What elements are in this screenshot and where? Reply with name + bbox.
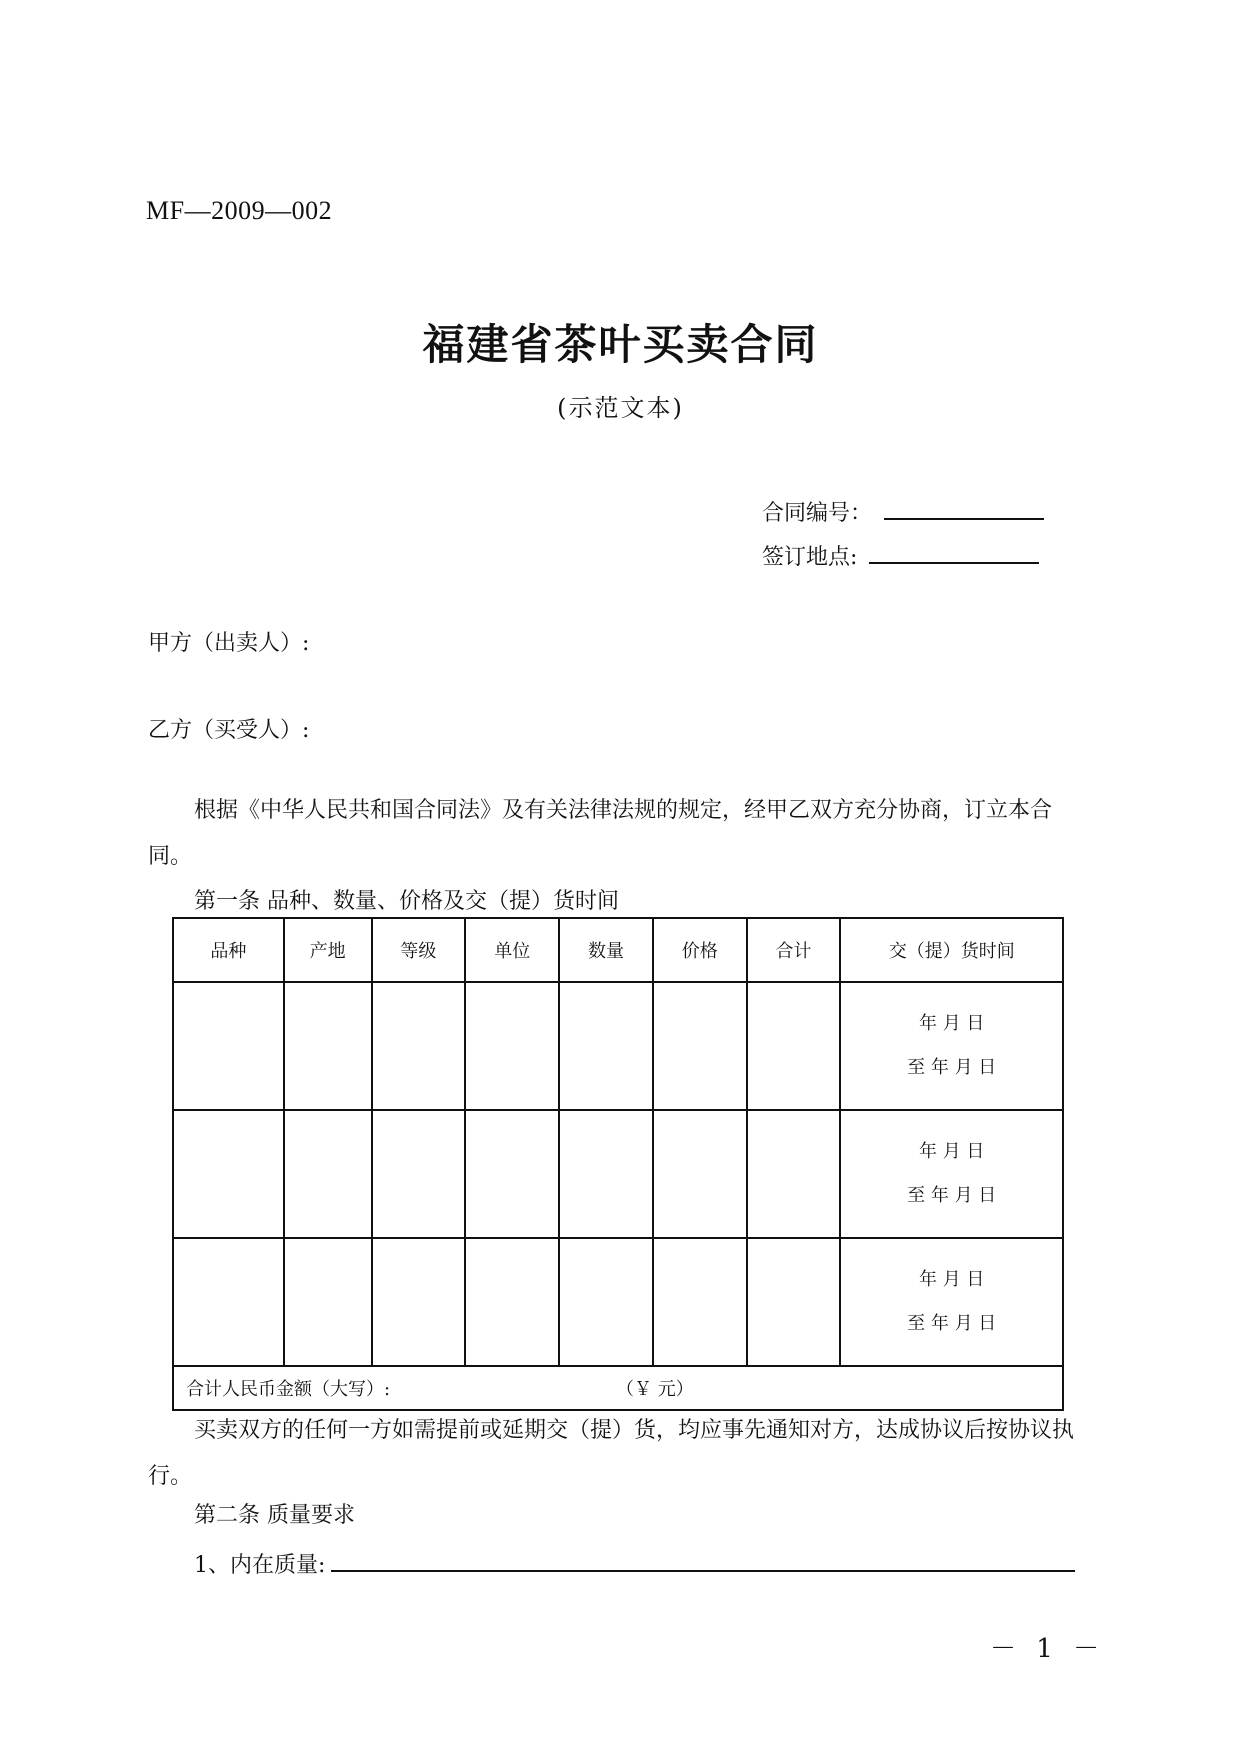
- date-from: 年 月 日: [918, 1013, 985, 1034]
- cell-quantity[interactable]: [559, 982, 653, 1110]
- cell-unit[interactable]: [465, 1238, 559, 1366]
- cell-quantity[interactable]: [559, 1238, 653, 1366]
- quality-item-1: [194, 1548, 1075, 1579]
- cell-origin[interactable]: [284, 982, 372, 1110]
- date-to: 至 年 月 日: [907, 1057, 997, 1078]
- sign-place-row: [762, 540, 1039, 571]
- article-1-title: 第一条 品种、数量、价格及交（提）货时间: [194, 889, 619, 914]
- goods-table: [172, 917, 1064, 1411]
- quality-item-1-blank[interactable]: [331, 1550, 1075, 1572]
- table-row: [173, 1110, 1063, 1238]
- cell-delivery-time[interactable]: [840, 1110, 1063, 1238]
- document-number: MF—2009—002: [146, 196, 333, 225]
- page-number: － 1 －: [990, 1634, 1106, 1664]
- party-b-label: 乙方（买受人）:: [148, 718, 310, 743]
- contract-number-label: 合同编号：: [762, 501, 873, 526]
- header-price: 价格: [653, 918, 747, 982]
- cell-subtotal[interactable]: [747, 982, 841, 1110]
- cell-price[interactable]: [653, 1238, 747, 1366]
- table-header-row: [173, 918, 1063, 982]
- page-title: 福建省茶叶买卖合同: [422, 320, 819, 369]
- contract-number-blank[interactable]: [884, 496, 1044, 520]
- sign-place-label: 签订地点:: [762, 545, 858, 570]
- cell-subtotal[interactable]: [747, 1238, 841, 1366]
- cell-delivery-time[interactable]: [840, 982, 1063, 1110]
- cell-price[interactable]: [653, 982, 747, 1110]
- intro-paragraph: 根据《中华人民共和国合同法》及有关法律法规的规定，经甲乙双方充分协商，订立本合同。: [148, 798, 1053, 869]
- header-subtotal: 合计: [747, 918, 841, 982]
- table-row: [173, 1238, 1063, 1366]
- cell-grade[interactable]: [372, 1110, 466, 1238]
- cell-grade[interactable]: [372, 1238, 466, 1366]
- cell-variety[interactable]: [173, 1238, 284, 1366]
- date-from: 年 月 日: [918, 1141, 985, 1162]
- cell-unit[interactable]: [465, 1110, 559, 1238]
- date-to: 至 年 月 日: [907, 1313, 997, 1334]
- cell-origin[interactable]: [284, 1110, 372, 1238]
- cell-subtotal[interactable]: [747, 1110, 841, 1238]
- header-delivery-time: 交（提）货时间: [840, 918, 1063, 982]
- table-total-row: [173, 1366, 1063, 1410]
- date-from: 年 月 日: [918, 1269, 985, 1290]
- page-subtitle: (示范文本): [557, 394, 684, 422]
- article-2-title: 第二条 质量要求: [194, 1503, 355, 1528]
- cell-variety[interactable]: [173, 1110, 284, 1238]
- sign-place-blank[interactable]: [869, 540, 1039, 564]
- date-to: 至 年 月 日: [907, 1185, 997, 1206]
- header-variety: 品种: [173, 918, 284, 982]
- quality-item-1-label: 1、内在质量:: [194, 1553, 326, 1578]
- cell-grade[interactable]: [372, 982, 466, 1110]
- total-amount-label: 合计人民币金额（大写）:: [186, 1379, 391, 1400]
- cell-unit[interactable]: [465, 982, 559, 1110]
- header-grade: 等级: [372, 918, 466, 982]
- cell-origin[interactable]: [284, 1238, 372, 1366]
- header-quantity: 数量: [559, 918, 653, 982]
- cell-delivery-time[interactable]: [840, 1238, 1063, 1366]
- party-a-label: 甲方（出卖人）:: [148, 631, 310, 656]
- header-origin: 产地: [284, 918, 372, 982]
- total-cell[interactable]: [173, 1366, 1063, 1410]
- contract-number-row: [762, 496, 1044, 527]
- header-unit: 单位: [465, 918, 559, 982]
- total-amount-figure: （￥ 元）: [616, 1379, 694, 1400]
- cell-quantity[interactable]: [559, 1110, 653, 1238]
- cell-price[interactable]: [653, 1110, 747, 1238]
- cell-variety[interactable]: [173, 982, 284, 1110]
- table-row: [173, 982, 1063, 1110]
- after-table-paragraph: 买卖双方的任何一方如需提前或延期交（提）货，均应事先通知对方，达成协议后按协议执行。: [148, 1418, 1075, 1489]
